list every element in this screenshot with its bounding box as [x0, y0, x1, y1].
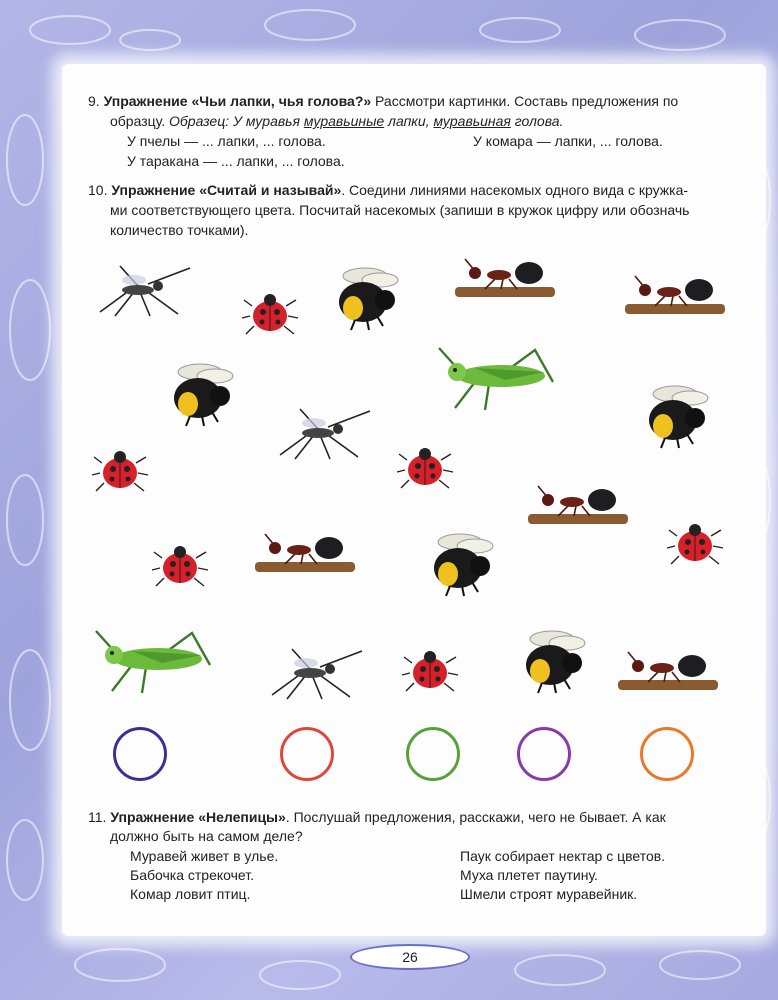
- ex9-number: 9.: [88, 93, 100, 109]
- ex10-line3: количество точками).: [110, 222, 249, 238]
- mosquito-picture: [90, 262, 200, 323]
- ladybug-picture: [150, 540, 210, 595]
- bumblebee-picture: [160, 358, 238, 433]
- ladybug-picture: [240, 288, 300, 343]
- answer-circle[interactable]: [280, 727, 334, 781]
- grasshopper-picture: [92, 625, 217, 702]
- page-number: 26: [350, 944, 470, 970]
- ex10-line1: 10. Упражнение «Считай и называй». Соедини линиями насекомых одного вида с кружка-: [88, 182, 689, 198]
- ex11-title: Упражнение «Нелепицы»: [110, 809, 286, 825]
- grasshopper-picture: [435, 342, 560, 419]
- ladybug-picture: [395, 442, 455, 497]
- ex11-line2: должно быть на самом деле?: [110, 828, 303, 844]
- answer-circle[interactable]: [113, 727, 167, 781]
- ex11-left-2: Бабочка стрекочет.: [130, 867, 254, 883]
- ladybug-picture: [90, 445, 150, 500]
- ex10-title: Упражнение «Считай и называй»: [111, 182, 342, 198]
- ex11-left-3: Комар ловит птиц.: [130, 886, 251, 902]
- ex9-row1-right: У комара — лапки, ... голова.: [473, 133, 663, 149]
- ex10-line2: ми соответствующего цвета. Посчитай насекомых (запиши в кружок цифру или обозначь: [110, 202, 690, 218]
- ex9-text: Рассмотри картинки. Составь предложения по: [371, 93, 679, 109]
- ex11-right-3: Шмели строят муравейник.: [460, 886, 638, 902]
- ex9-line2: образцу. Образец: У муравья муравьиные лапки, муравьиная голова.: [110, 113, 564, 129]
- ant-picture: [455, 255, 560, 310]
- ex9-row2-left: У таракана — ... лапки, ... голова.: [127, 153, 345, 169]
- ex11-right-2: Муха плетет паутину.: [460, 867, 598, 883]
- ant-picture: [528, 482, 633, 537]
- ant-picture: [618, 648, 723, 703]
- answer-circle[interactable]: [640, 727, 694, 781]
- mosquito-picture: [262, 645, 372, 706]
- ladybug-picture: [400, 645, 460, 700]
- ex11-right-1: Паук собирает нектар с цветов.: [460, 848, 666, 864]
- ex9-title: Упражнение «Чьи лапки, чья голова?»: [103, 93, 372, 109]
- bumblebee-picture: [420, 528, 498, 603]
- answer-circle[interactable]: [517, 727, 571, 781]
- mosquito-picture: [270, 405, 380, 466]
- ladybug-picture: [665, 518, 725, 573]
- bumblebee-picture: [512, 625, 590, 700]
- bumblebee-picture: [635, 380, 713, 455]
- bumblebee-picture: [325, 262, 403, 337]
- answer-circle[interactable]: [406, 727, 460, 781]
- ex11-left-1: Муравей живет в улье.: [130, 848, 279, 864]
- ex10-number: 10.: [88, 182, 108, 198]
- ant-picture: [255, 530, 360, 585]
- ex9-sample-label: Образец:: [169, 113, 230, 129]
- ex11-line1: 11. Упражнение «Нелепицы». Послушай предложения, расскажи, чего не бывает. А как: [88, 809, 666, 825]
- ex9-row1-left: У пчелы — ... лапки, ... голова.: [127, 133, 326, 149]
- ex9-line1: [88, 91, 678, 111]
- ex11-number: 11.: [88, 809, 107, 825]
- ant-picture: [625, 272, 730, 327]
